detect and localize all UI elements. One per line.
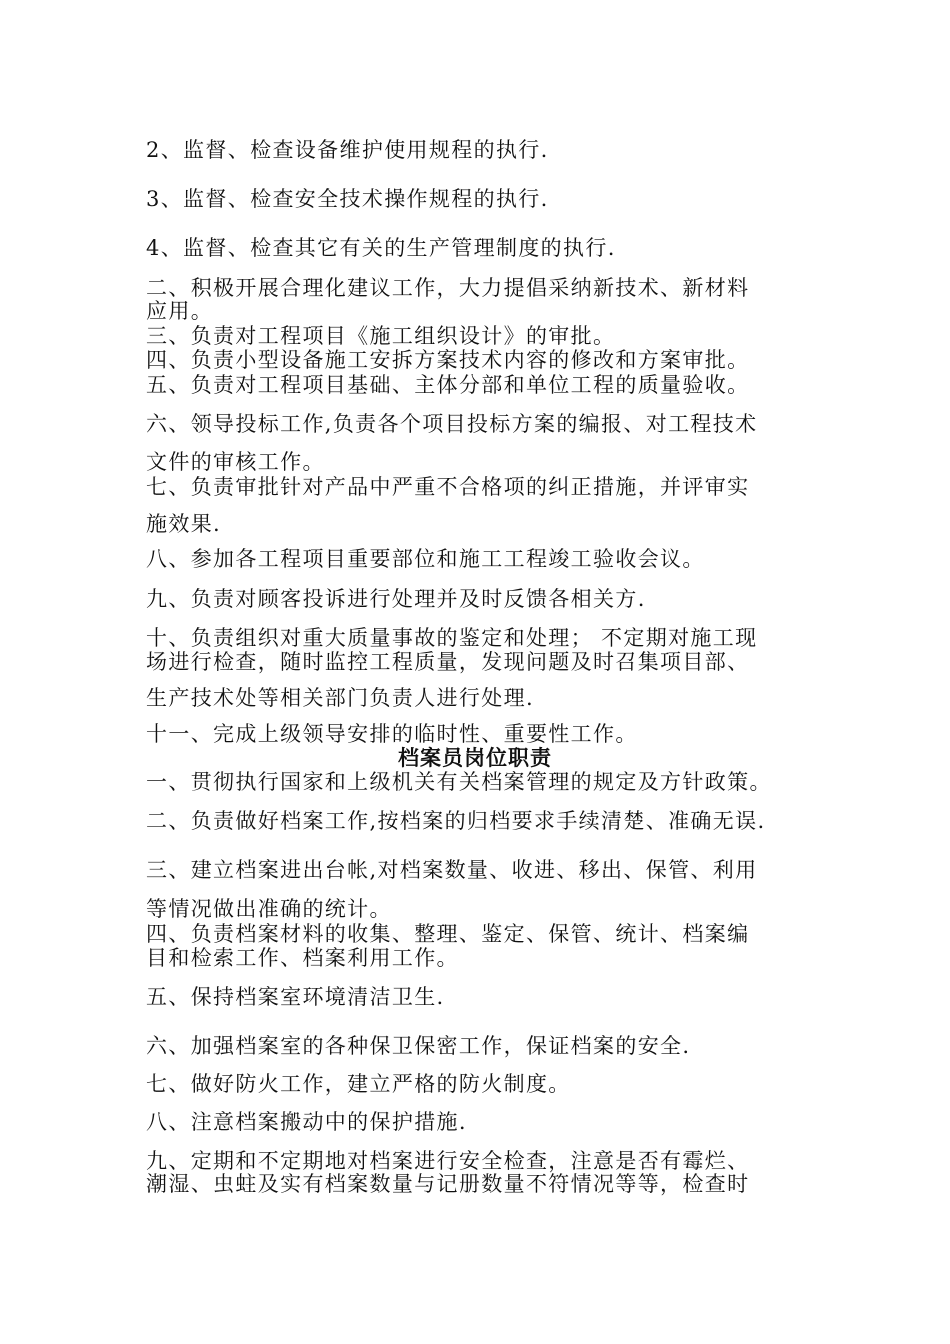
text-line: 2、监督、检查设备维护使用规程的执行. [146,138,549,162]
text-line: 三、负责对工程项目《施工组织设计》的审批。 [146,324,616,348]
text-line: 四、负责小型设备施工安拆方案技术内容的修改和方案审批。 [146,348,750,372]
text-line: 文件的审核工作。 [146,450,325,474]
text-line: 二、负责做好档案工作,按档案的归档要求手续清楚、准确无误. [146,809,766,833]
text-line: 九、负责对顾客投诉进行处理并及时反馈各相关方. [146,587,646,611]
text-line: 三、建立档案进出台帐,对档案数量、收进、移出、保管、利用 [146,858,758,882]
text-line: 十、负责组织对重大质量事故的鉴定和处理； 不定期对施工现 [146,626,758,650]
text-line: 八、注意档案搬动中的保护措施. [146,1110,467,1134]
text-line: 五、负责对工程项目基础、主体分部和单位工程的质量验收。 [146,373,750,397]
text-line: 生产技术处等相关部门负责人进行处理. [146,686,534,710]
text-line: 4、监督、检查其它有关的生产管理制度的执行. [146,236,616,260]
section-title: 档案员岗位职责 [398,745,552,770]
text-line: 场进行检查，随时监控工程质量，发现问题及时召集项目部、 [146,650,750,674]
text-line: 目和检索工作、档案利用工作。 [146,946,459,970]
text-line: 六、领导投标工作,负责各个项目投标方案的编报、对工程技术 [146,412,758,436]
text-line: 四、负责档案材料的收集、整理、鉴定、保管、统计、档案编 [146,922,750,946]
text-line: 七、负责审批针对产品中严重不合格项的纠正措施，并评审实 [146,475,750,499]
text-line: 九、定期和不定期地对档案进行安全检查，注意是否有霉烂、 [146,1149,750,1173]
text-line: 十一、完成上级领导安排的临时性、重要性工作。 [146,722,638,746]
text-line: 等情况做出准确的统计。 [146,897,392,921]
text-line: 潮湿、虫蛀及实有档案数量与记册数量不符情况等等，检查时 [146,1172,750,1196]
text-line: 3、监督、检查安全技术操作规程的执行. [146,187,549,211]
text-line: 二、积极开展合理化建议工作，大力提倡采纳新技术、新材料 [146,276,750,300]
text-line: 五、保持档案室环境清洁卫生. [146,985,445,1009]
text-line: 七、做好防火工作，建立严格的防火制度。 [146,1072,571,1096]
text-line: 一、贯彻执行国家和上级机关有关档案管理的规定及方针政策。 [146,770,772,794]
text-line: 应用。 [146,299,214,323]
text-line: 八、参加各工程项目重要部位和施工工程竣工验收会议。 [146,547,705,571]
text-line: 六、加强档案室的各种保卫保密工作，保证档案的安全. [146,1034,691,1058]
text-line: 施效果. [146,512,222,536]
